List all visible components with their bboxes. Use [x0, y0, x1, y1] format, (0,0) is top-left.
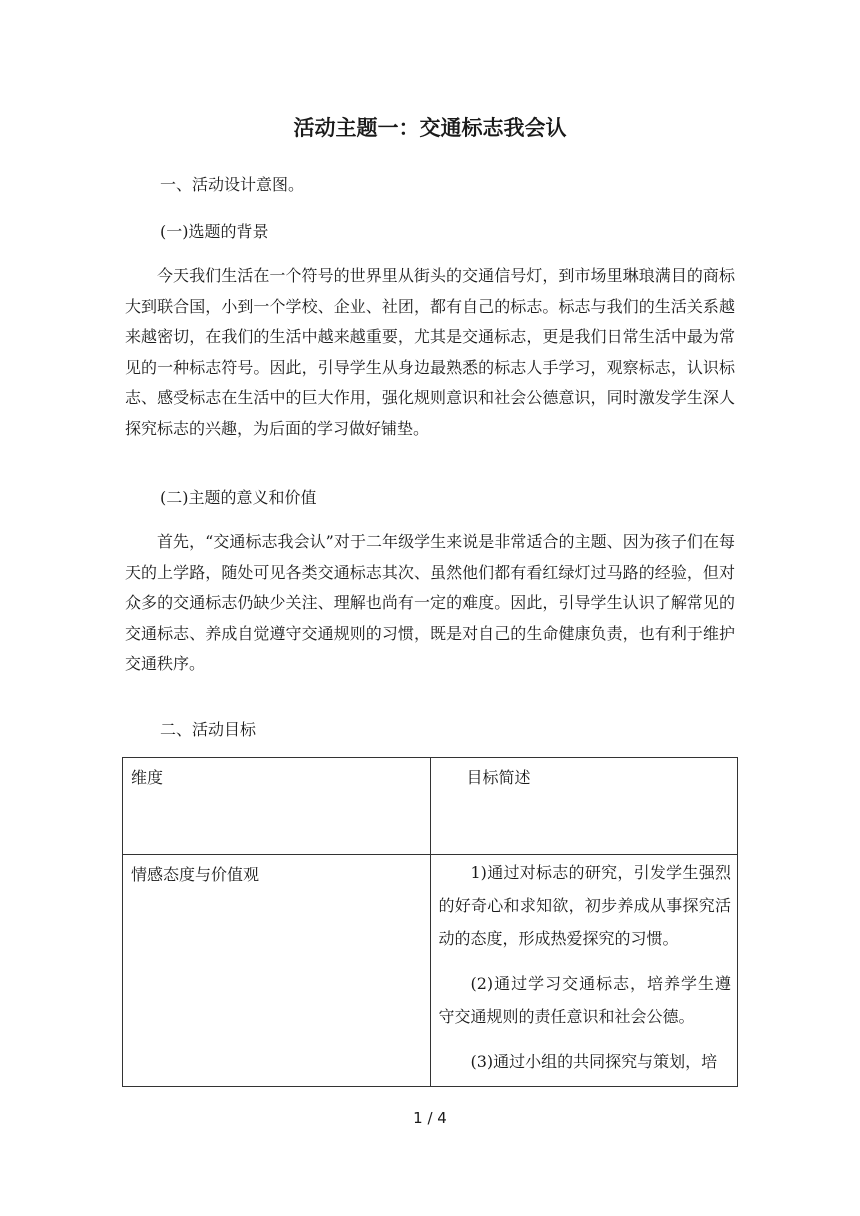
section-heading-goals: 二、活动目标: [160, 720, 257, 739]
goal-item-1: 1)通过对标志的研究，引发学生强烈的好奇心和求知欲，初步养成从事探究活动的态度，形成热爱探究的习惯。: [438, 863, 731, 948]
header-dimension-label: 维度: [131, 768, 164, 787]
goals-table: [122, 757, 738, 1087]
page-number: 1 / 4: [413, 1109, 447, 1127]
section-heading-intent: 一、活动设计意图。: [160, 175, 305, 194]
table-header-row: [123, 758, 738, 855]
table-row: [123, 855, 738, 1087]
page-title: 活动主题一：交通标志我会认: [293, 116, 567, 140]
dimension-label: 情感态度与价值观: [131, 865, 260, 884]
table-cell-goals: [430, 855, 738, 1087]
table-header-cell-dimension: [123, 758, 431, 855]
subsection-heading-background: (一)选题的背景: [160, 222, 269, 241]
header-goal-label: 目标简述: [466, 768, 531, 787]
paragraph-meaning: 首先，“交通标志我会认”对于二年级学生来说是非常适合的主题、因为孩子们在每天的上学路，随处可见各类交通标志其次、虽然他们都有看红绿灯过马路的经验，但对众多的交通标志仍缺少关注、理解也尚有一定的难度。因此，引导学生认识了解常见的交通标志、养成自觉遵守交通规则的习惯，既是对自己的生命健康负责，也有利于维护交通秩序。: [125, 532, 735, 674]
paragraph-background: 今天我们生活在一个符号的世界里从街头的交通信号灯，到市场里琳琅满目的商标大到联合国，小到一个学校、企业、社团，都有自己的标志。标志与我们的生活关系越来越密切，在我们的生活中越来越重要，尤其是交通标志，更是我们日常生活中最为常见的一种标志符号。因此，引导学生从身边最熟悉的标志人手学习，观察标志，认识标志、感受标志在生活中的巨大作用，强化规则意识和社会公德意识，同时激发学生深人探究标志的兴趣，为后面的学习做好铺垫。: [125, 266, 735, 438]
table-cell-dimension: [123, 855, 431, 1087]
goal-item-3: (3)通过小组的共同探究与策划，培: [470, 1052, 718, 1071]
table-header-cell-goal: [430, 758, 738, 855]
subsection-heading-meaning: (二)主题的意义和价值: [160, 488, 317, 507]
goal-item-2: (2)通过学习交通标志，培养学生遵守交通规则的责任意识和社会公德。: [438, 974, 731, 1026]
